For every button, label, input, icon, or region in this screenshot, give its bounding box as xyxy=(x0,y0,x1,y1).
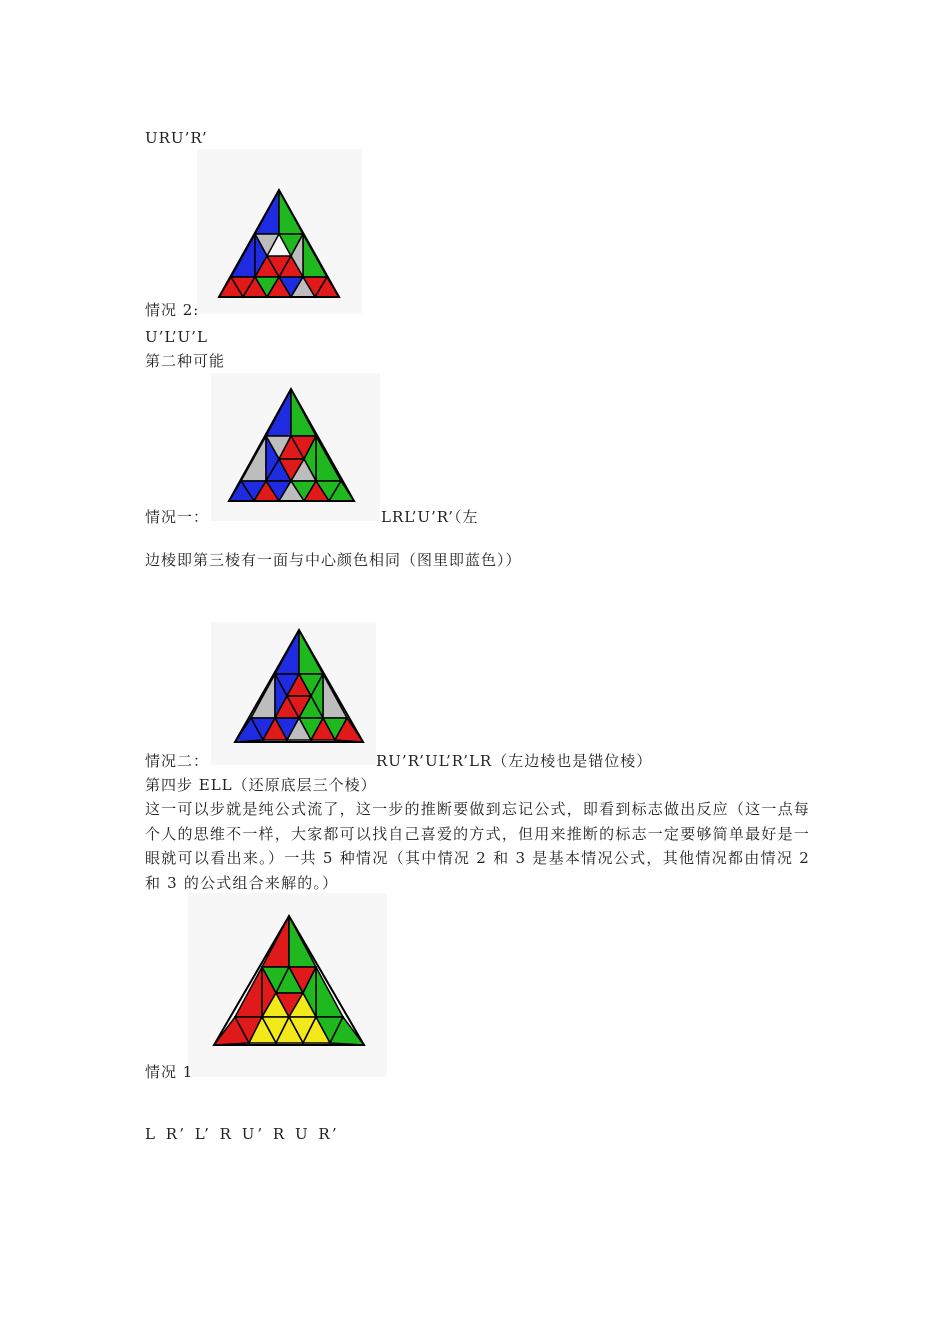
situation-one-formula: LRL’U’R’（左 xyxy=(381,508,479,526)
step4-heading: 第四步 ELL（还原底层三个棱） xyxy=(145,776,377,794)
situation-two-formula: RU’R’UL’R’LR（左边棱也是错位棱） xyxy=(376,752,653,770)
pyraminx-image-1 xyxy=(197,149,362,314)
pyraminx-image-2 xyxy=(211,373,380,521)
step4-paragraph: 这一可以步就是纯公式流了，这一步的推断要做到忘记公式，即看到标志做出反应（这一点每个人的思维不一样，大家都可以找自己喜爱的方式，但用来推断的标志一定要够简单最好是一眼就可以看出来。）一共 5 种情况（其中情况 2 和 3 是基本情况公式，其他情况都由情况 2 和 3 的公式组合来解的。） xyxy=(145,800,810,892)
case1-label: 情况 1 xyxy=(145,1063,194,1081)
situation-one-label: 情况一： xyxy=(145,508,210,526)
top-formula: URU’R’ xyxy=(145,129,208,147)
pyraminx-image-3 xyxy=(211,622,376,765)
case1-formula: L R’ L’ R U’ R U R’ xyxy=(145,1125,340,1143)
second-possibility-heading: 第二种可能 xyxy=(145,352,226,370)
situation-two-label: 情况二： xyxy=(145,752,210,770)
pyraminx-image-4 xyxy=(188,893,387,1077)
case2-label: 情况 2: xyxy=(145,301,200,319)
situation-one-note: 边棱即第三棱有一面与中心颜色相同（图里即蓝色）） xyxy=(145,551,522,569)
case2-formula: U’L’U’L xyxy=(145,328,208,346)
